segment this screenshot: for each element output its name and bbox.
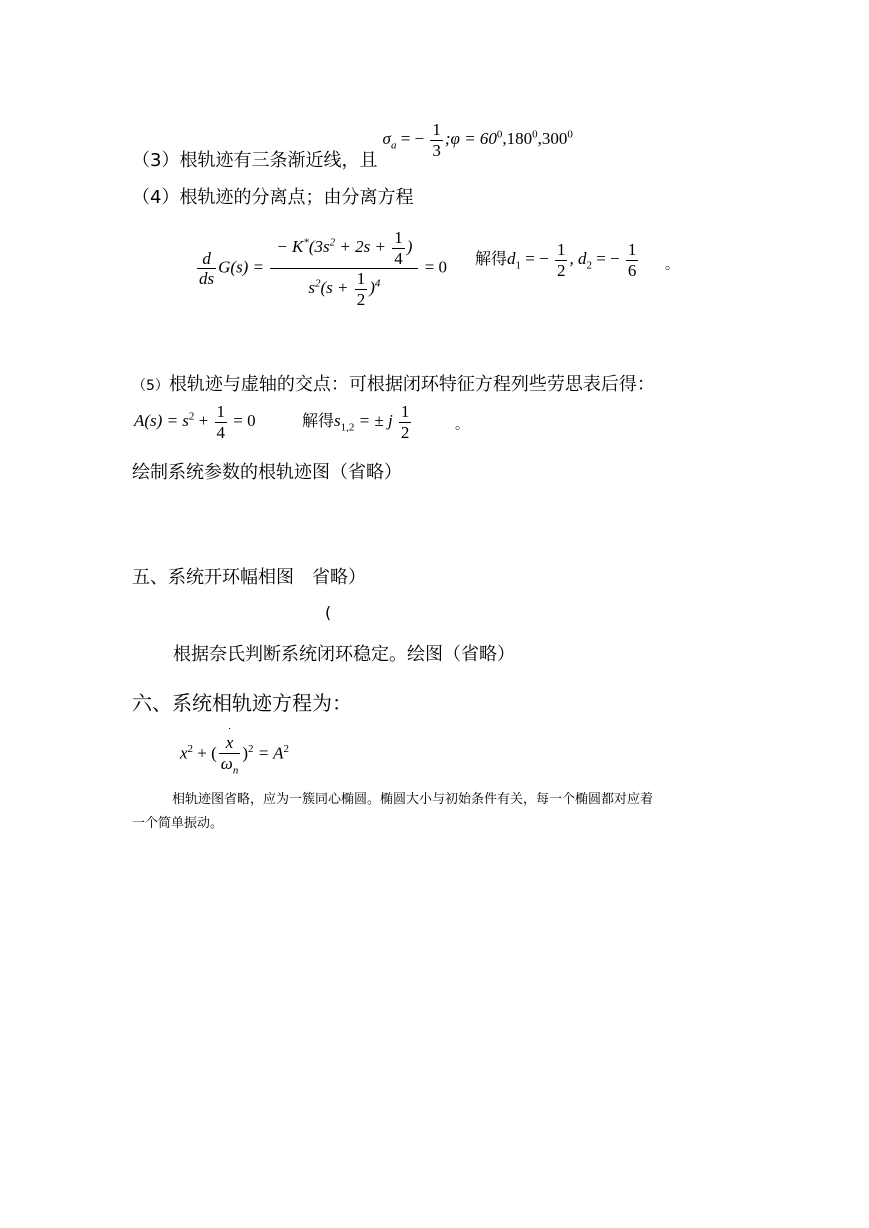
sigma-symbol: σ bbox=[382, 128, 391, 148]
one-third-fraction: $\frac{1}{3}$ bbox=[432, 120, 441, 160]
derivative-fraction: $\frac{d}{ds}$ bbox=[199, 248, 215, 289]
item-5-text: 根轨迹与虚轴的交点：可根据闭环特征方程列些劳思表后得： bbox=[168, 374, 655, 395]
big-fraction bbox=[270, 228, 418, 309]
big-fraction-numerator: − $K^*(3s^2 + 2s$ + $\frac{1}{4}$ ) bbox=[270, 228, 418, 269]
period-2: 。 bbox=[455, 417, 469, 433]
crossing-solution: 解得$s_{1,2}$ = ± j $\frac{1}{2}$ bbox=[302, 402, 410, 442]
period-1: 。 bbox=[665, 257, 679, 273]
root-locus-note: 绘制系统参数的根轨迹图（省略） bbox=[132, 462, 402, 483]
item-5-prefix: （5） bbox=[132, 378, 169, 394]
characteristic-equation: $A(s) = s^2$ + $\frac{1}{4}$ = 0 bbox=[134, 402, 256, 442]
item-3-text: （3）根轨迹有三条渐近线，且 bbox=[132, 149, 378, 171]
paragraph-line-2: 一个简单振动。 bbox=[132, 816, 224, 831]
phi-angles: ;φ = 60 bbox=[444, 128, 497, 148]
stray-paren: ( bbox=[325, 603, 332, 622]
xdot-over-omega: · x $\omega_n$ bbox=[220, 723, 239, 776]
big-fraction-denominator: $s^2(s$ + $\frac{1}{2}$ )$^4$ bbox=[308, 269, 381, 309]
section-6-title: 六、系统相轨迹方程为： bbox=[132, 691, 352, 715]
asymptote-formula: $\sigma_a$ = − $\frac{1}{3}$ ;φ = $60^0,180^0,300^0$ bbox=[382, 120, 573, 160]
breakaway-solution: 解得$d_1$ = − $\frac{1}{2}$ , $d_2$ = − $\frac{1}{6}$ bbox=[475, 240, 637, 280]
item-4-text: （4）根轨迹的分离点；由分离方程 bbox=[132, 187, 414, 208]
item-3-line bbox=[132, 120, 573, 171]
section-5-title: 五、系统开环幅相图 省略） bbox=[132, 567, 366, 588]
phase-trajectory-equation: $x^2$ + ( · x $\omega_n$ )$^2 = A^2$ bbox=[180, 723, 290, 776]
paragraph-line-1: 相轨迹图省略，应为一簇同心椭圆。椭圆大小与初始条件有关，每一个椭圆都对应着 bbox=[172, 792, 654, 807]
item-5-line bbox=[132, 370, 655, 396]
equals-minus: = − bbox=[396, 128, 425, 148]
nyquist-note: 根据奈氏判断系统闭环稳定。绘图（省略） bbox=[173, 644, 515, 665]
sigma-subscript: a bbox=[390, 139, 397, 152]
breakaway-equation: $\frac{d}{ds}$ G(s) = − $K^*(3s^2 + 2s$ + $\frac{1}{4}$ ) $s^2(s$ + $\frac{1}{2}$ )$^4$ = 0 bbox=[199, 228, 447, 309]
